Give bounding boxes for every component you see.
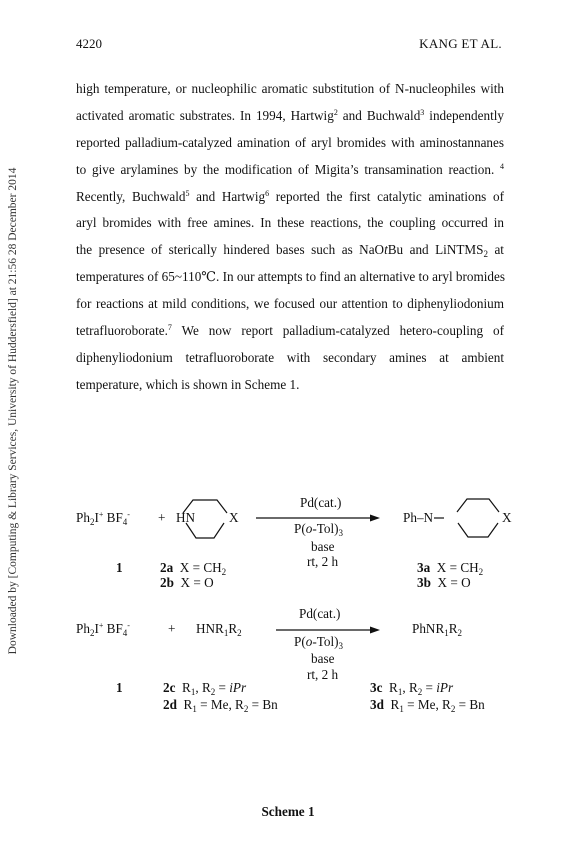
product-phnr1r2: $PhNR_1R_2$ (412, 621, 463, 638)
amine-hnr1r2: $HNR_1R_2$ (196, 621, 242, 638)
product-ring-icon (457, 499, 499, 512)
running-head: KANG ET AL. (419, 36, 502, 51)
ligand-label-1: $P(o-Tol)_3$ (294, 521, 344, 538)
catalyst-label-1: Pd(cat.) (300, 495, 342, 510)
paragraph-line: temperature, which is shown in Scheme 1. (76, 376, 300, 392)
plus-sign-1: + (158, 510, 166, 525)
arrow-head-2 (370, 627, 380, 634)
compound-1-number-2: 1 (116, 680, 123, 695)
paragraph-line: temperatures of 65~110℃. In our attempts to find an alternative to aryl bromides (76, 269, 505, 285)
scheme-caption: Scheme 1 (261, 804, 315, 819)
paragraph-line: high temperature, or nucleophilic aromatic substitution of N-nucleophiles with (76, 81, 504, 96)
reactant-iodonium-2: $Ph_2I^+$ $BF_4^-$ (76, 621, 130, 638)
paragraph-line: aryl bromides with free amines. In these reactions, the coupling occurred in (76, 215, 504, 231)
compound-1-number: 1 (116, 560, 123, 575)
base-label-1: base (311, 539, 335, 554)
plus-sign-2: + (168, 621, 176, 636)
paragraph-line: reported palladium-catalyzed amination of aryl bromides with aminostannanes (76, 134, 504, 150)
catalyst-label-2: Pd(cat.) (299, 606, 341, 621)
compound-2c: 2c $R_1$, $R_2$ = iPr (163, 680, 247, 697)
paragraph-line: the presence of sterically hindered bases such as NaOtBu and LiNTMS$_2$ at (76, 242, 504, 260)
compound-3b: 3b X = O (417, 575, 471, 590)
conditions-label-2: rt, 2 h (307, 667, 339, 682)
amine-ring-x: X (229, 510, 239, 525)
paragraph-line: diphenyliodonium tetrafluoroborate with secondary amines at ambient (76, 349, 504, 365)
compound-2b: 2b X = O (160, 575, 214, 590)
paragraph-line: tetrafluoroborate.$^7$ We now report palladium-catalyzed hetero-coupling of (76, 323, 504, 339)
reactant-iodonium-1: $Ph_2I^+$ $BF_4^-$ (76, 510, 130, 527)
paragraph-line: to give arylamines by the modification of Migita’s transamination reaction. $^4$ (76, 161, 504, 177)
product-ring-bottom (458, 523, 498, 537)
arrow-head-1 (370, 515, 380, 522)
compound-3a: 3a $X = CH_2$ (417, 560, 484, 577)
conditions-label-1: rt, 2 h (307, 554, 339, 569)
product-ring-x: X (502, 510, 512, 525)
base-label-2: base (311, 651, 335, 666)
compound-2d: 2d $R_1 = Me$, $R_2 = Bn$ (163, 697, 278, 714)
paragraph-line: Recently, Buchwald$^5$ and Hartwig$^6$ reported the first catalytic aminations of (76, 188, 504, 204)
download-note-text: Downloaded by [Computing & Library Services, University of Huddersfield] at 21:56 28 December 2014 (7, 167, 19, 655)
compound-3d: 3d $R_1 = Me$, $R_2 = Bn$ (370, 697, 485, 714)
product-ph-label: Ph–N (403, 510, 434, 525)
paragraph-line: activated aromatic substrates. In 1994, Hartwig$^2$ and Buchwald$^3$ independently (76, 107, 504, 123)
paragraph-line: for reactions at mild conditions, we focused our attention to diphenyliodonium (76, 296, 504, 312)
page-number: 4220 (76, 36, 102, 51)
compound-3c: 3c $R_1$, $R_2$ = iPr (370, 680, 454, 697)
compound-2a: 2a $X = CH_2$ (160, 560, 227, 577)
amine-nh-label: HN (176, 510, 196, 525)
ligand-label-2: $P(o-Tol)_3$ (294, 634, 344, 651)
